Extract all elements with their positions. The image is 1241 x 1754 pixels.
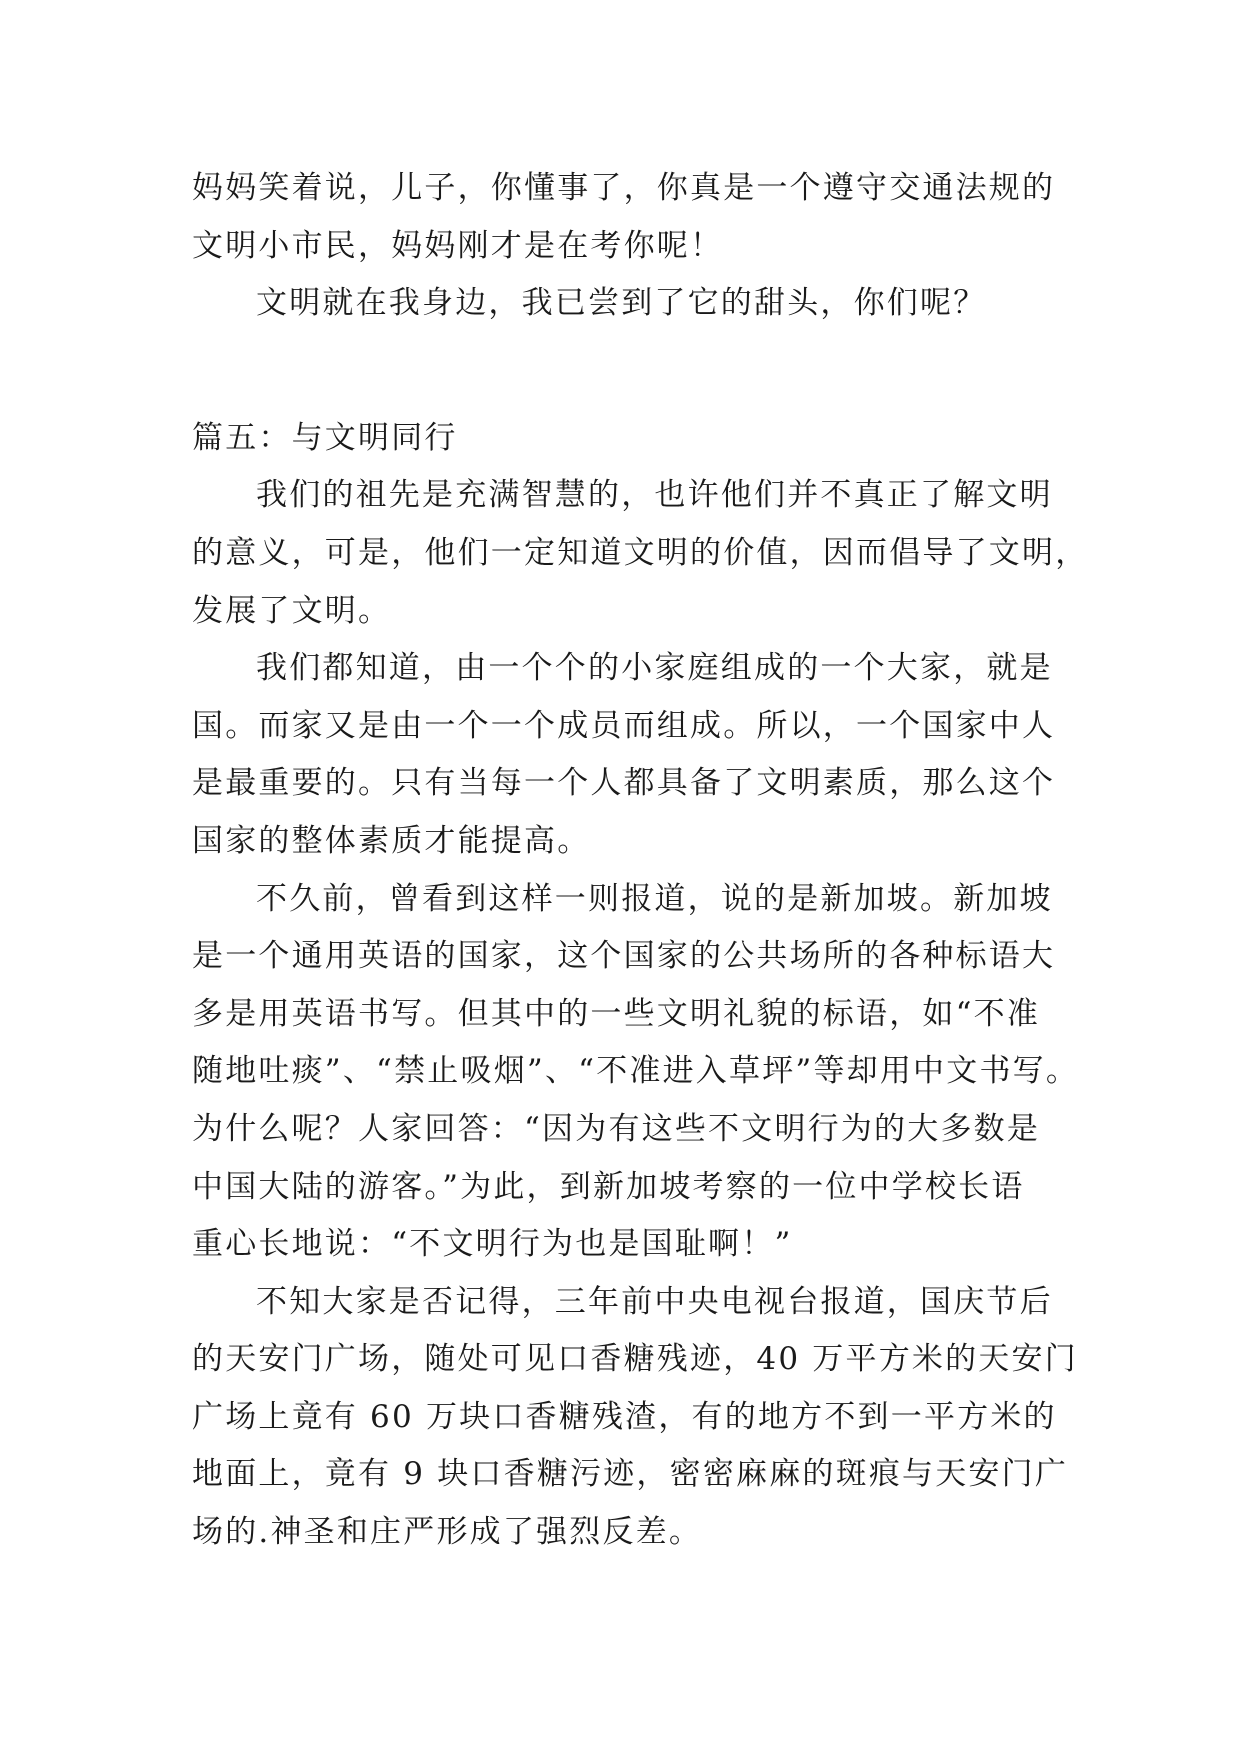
intro-line: 文明小市民，妈妈刚才是在考你呢！ (192, 227, 724, 264)
paragraph-4-line-5: 场的.神圣和庄严形成了强烈反差。 (192, 1514, 703, 1551)
section-gap (192, 333, 1056, 410)
paragraph-3-line-1: 不久前，曾看到这样一则报道，说的是新加坡。新加坡 (256, 880, 1053, 917)
paragraph-3-line-7: 重心长地说：“不文明行为也是国耻啊！” (192, 1226, 793, 1263)
paragraph-1-line-1: 我们的祖先是充满智慧的，也许他们并不真正了解文明 (256, 477, 1053, 514)
paragraph-4-line-2: 的天安门广场，随处可见口香糖残迹，40 万平方米的天安门 (192, 1341, 1078, 1378)
intro-line: 妈妈笑着说，儿子，你懂事了，你真是一个遵守交通法规的 (192, 170, 1056, 206)
document-page (192, 160, 1089, 1562)
paragraph-4-line-3: 广场上竟有 60 万块口香糖残渣，有的地方不到一平方米的 (192, 1398, 1057, 1435)
paragraph-2-line-1: 我们都知道，由一个个的小家庭组成的一个大家，就是 (256, 650, 1053, 687)
paragraph-4-line-1: 不知大家是否记得，三年前中央电视台报道，国庆节后 (256, 1283, 1053, 1320)
paragraph-4-line-4: 地面上，竟有 9 块口香糖污迹，密密麻麻的斑痕与天安门广 (192, 1456, 1069, 1493)
paragraph-1-line-2: 的意义，可是，他们一定知道文明的价值，因而倡导了文明， (192, 534, 1089, 571)
paragraph-2-line-4: 国家的整体素质才能提高。 (192, 822, 591, 859)
paragraph-3-line-3: 多是用英语书写。但其中的一些文明礼貌的标语，如“不准 (192, 995, 1041, 1032)
paragraph-3-line-6: 中国大陆的游客。”为此，到新加坡考察的一位中学校长语 (192, 1168, 1025, 1205)
intro-closing-line: 文明就在我身边，我已尝到了它的甜头，你们呢？ (256, 285, 987, 322)
paragraph-3-line-4: 随地吐痰”、“禁止吸烟”、“不准进入草坪”等却用中文书写。 (192, 1053, 1080, 1090)
paragraph-3-line-2: 是一个通用英语的国家，这个国家的公共场所的各种标语大 (192, 938, 1056, 975)
paragraph-1-line-3: 发展了文明。 (192, 592, 392, 629)
paragraph-2-line-3: 是最重要的。只有当每一个人都具备了文明素质，那么这个 (192, 765, 1056, 802)
paragraph-3-line-5: 为什么呢？人家回答：“因为有这些不文明行为的大多数是 (192, 1110, 1041, 1147)
section-title: 篇五：与文明同行 (192, 419, 458, 456)
paragraph-2-line-2: 国。而家又是由一个一个成员而组成。所以，一个国家中人 (192, 707, 1056, 744)
